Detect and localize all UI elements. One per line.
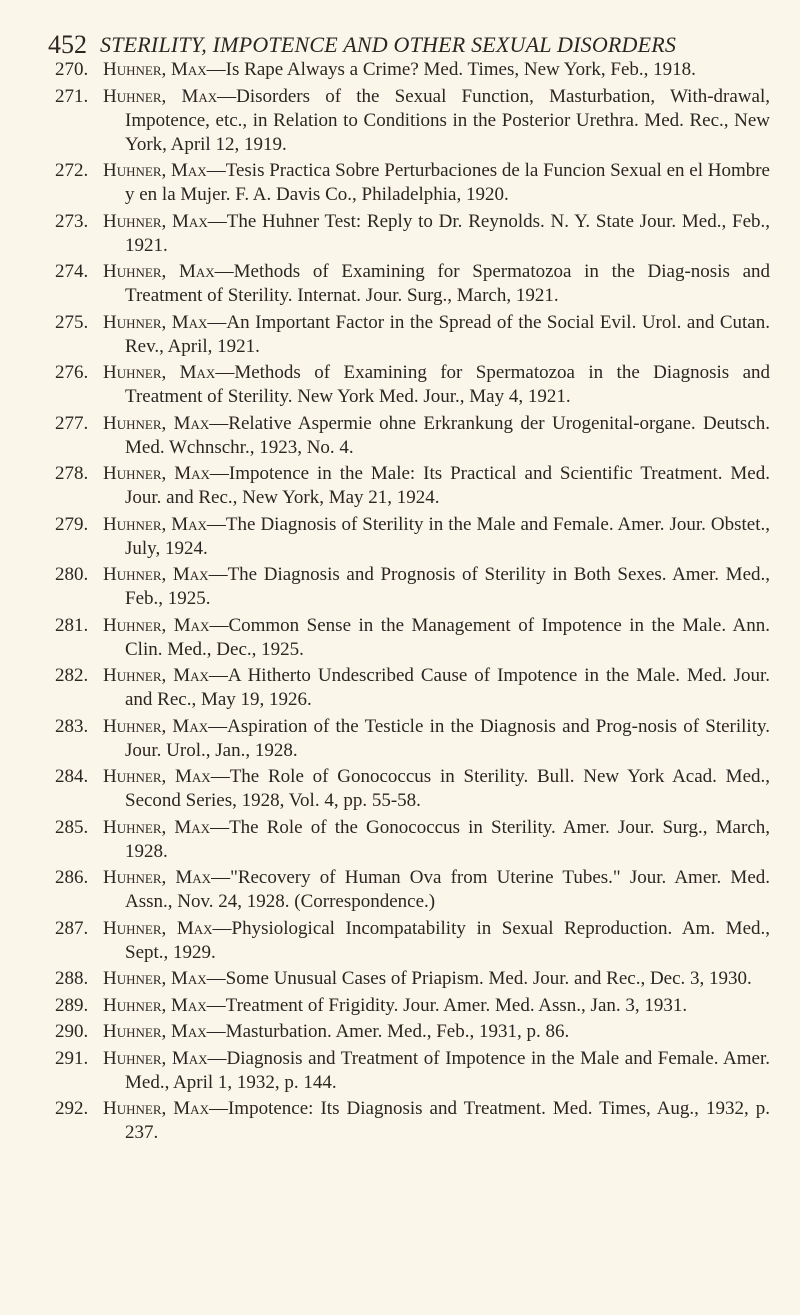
- bibliography-entry: [55, 513, 770, 561]
- bibliography-list: [55, 58, 770, 1148]
- entry-author: Huhner, Max: [103, 816, 211, 838]
- entry-number: 270.: [55, 59, 89, 80]
- entry-citation: —The Diagnosis and Prognosis of Sterility in Both Sexes. Amer. Med., Feb., 1925.: [125, 564, 770, 609]
- entry-citation: —A Hitherto Undescribed Cause of Impotence in the Male. Med. Jour. and Rec., May 19, 1926.: [125, 665, 770, 710]
- entry-citation: —The Diagnosis of Sterility in the Male and Female. Amer. Jour. Obstet., July, 1924.: [125, 513, 771, 559]
- page-header: [48, 28, 770, 62]
- page-number: 452: [48, 30, 87, 59]
- entry-author: Huhner, Max: [103, 564, 209, 585]
- entry-number: 292.: [55, 1098, 89, 1119]
- entry-citation: —The Role of Gonococcus in Sterility. Bull. New York Acad. Med., Second Series, 1928, Vol. 4, pp. 55-58.: [125, 766, 770, 811]
- entry-number: 272.: [55, 160, 89, 181]
- entry-author: Huhner, Max: [103, 1098, 209, 1119]
- entry-author: Huhner, Max: [103, 261, 215, 282]
- entry-number: 288.: [55, 968, 89, 989]
- entry-citation: —Impotence in the Male: Its Practical and Scientific Treatment. Med. Jour. and Rec., New York, May 21, 1924.: [125, 463, 770, 508]
- bibliography-entry: [55, 462, 770, 510]
- entry-number: 281.: [55, 614, 89, 636]
- entry-citation: —Some Unusual Cases of Priapism. Med. Jour. and Rec., Dec. 3, 1930.: [206, 968, 752, 989]
- entry-citation: —Physiological Incompatability in Sexual Reproduction. Am. Med., Sept., 1929.: [125, 917, 770, 963]
- entry-number: 290.: [55, 1021, 89, 1042]
- entry-author: Huhner, Max: [103, 160, 207, 181]
- entry-citation: —Masturbation. Amer. Med., Feb., 1931, p. 86.: [206, 1021, 570, 1042]
- entry-citation: —Treatment of Frigidity. Jour. Amer. Med. Assn., Jan. 3, 1931.: [206, 994, 688, 1016]
- entry-citation: —Methods of Examining for Spermatozoa in the Diagnosis and Treatment of Sterility. New York Med. Jour., May 4, 1921.: [125, 362, 771, 407]
- entry-author: Huhner, Max: [103, 513, 207, 535]
- entry-citation: —"Recovery of Human Ova from Uterine Tubes." Jour. Amer. Med. Assn., Nov. 24, 1928. (Correspondence.): [125, 867, 771, 912]
- entry-author: Huhner, Max: [103, 1021, 207, 1042]
- entry-author: Huhner, Max: [103, 59, 207, 80]
- bibliography-entry: [55, 159, 770, 207]
- bibliography-entry: [55, 994, 770, 1018]
- entry-citation: —Impotence: Its Diagnosis and Treatment. Med. Times, Aug., 1932, p. 237.: [125, 1098, 771, 1143]
- entry-number: 287.: [55, 917, 89, 939]
- bibliography-entry: [55, 85, 770, 157]
- entry-author: Huhner, Max: [103, 917, 213, 939]
- bibliography-entry: [55, 816, 770, 864]
- entry-citation: —Methods of Examining for Spermatozoa in the Diag-nosis and Treatment of Sterility. Internat. Jour. Surg., March, 1921.: [125, 261, 771, 306]
- entry-number: 276.: [55, 362, 89, 383]
- bibliography-entry: [55, 715, 770, 763]
- bibliography-entry: [55, 1097, 770, 1145]
- entry-number: 273.: [55, 210, 89, 232]
- entry-number: 283.: [55, 715, 89, 737]
- entry-author: Huhner, Max: [103, 412, 210, 434]
- bibliography-entry: [55, 361, 770, 409]
- entry-author: Huhner, Max: [103, 210, 208, 232]
- entry-author: Huhner, Max: [103, 1047, 208, 1069]
- entry-author: Huhner, Max: [103, 867, 212, 888]
- bibliography-entry: [55, 1020, 770, 1044]
- entry-author: Huhner, Max: [103, 715, 209, 737]
- bibliography-entry: [55, 1047, 770, 1095]
- running-title: STERILITY, IMPOTENCE AND OTHER SEXUAL DISORDERS: [100, 32, 677, 57]
- entry-author: Huhner, Max: [103, 362, 216, 383]
- entry-number: 275.: [55, 311, 89, 333]
- entry-author: Huhner, Max: [103, 968, 207, 989]
- entry-citation: —Diagnosis and Treatment of Impotence in the Male and Female. Amer. Med., April 1, 1932, p. 144.: [125, 1047, 770, 1093]
- entry-citation: —The Huhner Test: Reply to Dr. Reynolds. N. Y. State Jour. Med., Feb., 1921.: [125, 210, 771, 256]
- bibliography-entry: [55, 260, 770, 308]
- entry-author: Huhner, Max: [103, 614, 210, 636]
- entry-number: 278.: [55, 463, 89, 484]
- bibliography-entry: [55, 917, 770, 965]
- entry-citation: —Relative Aspermie ohne Erkrankung der Urogenital-organe. Deutsch. Med. Wchnschr., 1923, No. 4.: [125, 412, 771, 458]
- entry-number: 277.: [55, 412, 89, 434]
- entry-number: 271.: [55, 85, 89, 107]
- entry-citation: —Tesis Practica Sobre Perturbaciones de la Funcion Sexual en el Hombre y en la Mujer. F. A. Davis Co., Philadelphia, 1920.: [125, 160, 770, 205]
- entry-author: Huhner, Max: [103, 766, 211, 787]
- bibliography-entry: [55, 614, 770, 662]
- entry-number: 282.: [55, 665, 89, 686]
- entry-citation: —An Important Factor in the Spread of the Social Evil. Urol. and Cutan. Rev., April, 1921.: [125, 311, 770, 357]
- bibliography-entry: [55, 563, 770, 611]
- entry-number: 286.: [55, 867, 89, 888]
- entry-number: 280.: [55, 564, 89, 585]
- bibliography-entry: [55, 311, 770, 359]
- bibliography-entry: [55, 664, 770, 712]
- entry-number: 285.: [55, 816, 89, 838]
- entry-author: Huhner, Max: [103, 85, 218, 107]
- bibliography-entry: [55, 210, 770, 258]
- entry-number: 284.: [55, 766, 89, 787]
- entry-number: 279.: [55, 513, 89, 535]
- entry-citation: —Aspiration of the Testicle in the Diagnosis and Prog-nosis of Sterility. Jour. Urol., Jan., 1928.: [125, 715, 770, 761]
- bibliography-entry: [55, 866, 770, 914]
- bibliography-entry: [55, 412, 770, 460]
- entry-citation: —Disorders of the Sexual Function, Masturbation, With-drawal, Impotence, etc., in Relation to Conditions in the Posterior Urethra. Med. Rec., New York, April 12, 1919.: [125, 85, 770, 155]
- bibliography-entry: [55, 765, 770, 813]
- entry-author: Huhner, Max: [103, 311, 208, 333]
- entry-citation: —Is Rape Always a Crime? Med. Times, New York, Feb., 1918.: [206, 59, 696, 80]
- bibliography-entry: [55, 967, 770, 991]
- entry-author: Huhner, Max: [103, 994, 207, 1016]
- entry-number: 291.: [55, 1047, 89, 1069]
- entry-author: Huhner, Max: [103, 665, 209, 686]
- entry-citation: —The Role of the Gonococcus in Sterility. Amer. Jour. Surg., March, 1928.: [125, 816, 771, 862]
- entry-citation: —Common Sense in the Management of Impotence in the Male. Ann. Clin. Med., Dec., 1925.: [125, 614, 770, 660]
- entry-number: 289.: [55, 994, 89, 1016]
- bibliography-entry: [55, 58, 770, 82]
- entry-author: Huhner, Max: [103, 463, 210, 484]
- entry-number: 274.: [55, 261, 89, 282]
